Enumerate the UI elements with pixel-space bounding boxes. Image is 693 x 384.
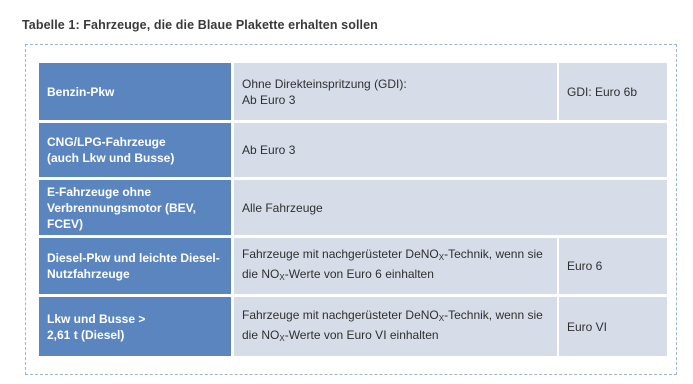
- condition-line: Fahrzeuge mit nachgerüsteter DeNO$_X$-Technik, wenn sie: [242, 247, 543, 262]
- extra-cell: [559, 297, 667, 356]
- category-line: CNG/LPG-Fahrzeuge: [47, 135, 166, 149]
- category-cell: [39, 123, 234, 180]
- category-line: Benzin-Pkw: [47, 84, 115, 99]
- condition-line: Ab Euro 3: [242, 92, 296, 107]
- category-line: Nutzfahrzeuge: [47, 267, 130, 281]
- condition-cell: [234, 123, 667, 180]
- condition-cell: [234, 297, 559, 356]
- condition-cell: [234, 180, 667, 238]
- condition-line: die $NO_X$-Werte von Euro 6 einhalten: [242, 267, 434, 282]
- extra-cell: [559, 63, 667, 123]
- category-line: Verbrennungsmotor (BEV, FCEV): [47, 200, 196, 231]
- condition-line: Ohne Direkteinspritzung (GDI):: [242, 76, 407, 91]
- plakette-table: [39, 63, 667, 356]
- extra-value: GDI: Euro 6b: [567, 84, 638, 99]
- category-line: 2,61 t (Diesel): [47, 327, 125, 342]
- condition-cell: [234, 63, 559, 123]
- category-cell: [39, 180, 234, 238]
- table-caption: Tabelle 1: Fahrzeuge, die die Blaue Plakette erhalten sollen: [22, 18, 378, 32]
- category-line: Diesel-Pkw und leichte Diesel-: [47, 251, 220, 265]
- category-cell: [39, 63, 234, 123]
- extra-value: Euro VI: [567, 319, 608, 334]
- extra-cell: [559, 238, 667, 297]
- category-cell: [39, 238, 234, 297]
- condition-cell: [234, 238, 559, 297]
- condition-line: Ab Euro 3: [242, 143, 296, 157]
- condition-line: Fahrzeuge mit nachgerüsteter DeNO$_X$-Technik, wenn sie: [242, 307, 543, 323]
- condition-line: Alle Fahrzeuge: [242, 200, 323, 215]
- category-line: Lkw und Busse >: [47, 311, 146, 326]
- category-line: (auch Lkw und Busse): [47, 151, 175, 165]
- extra-value: Euro 6: [567, 259, 603, 273]
- condition-line: die $NO_X$-Werte von Euro VI einhalten: [242, 327, 439, 343]
- category-cell: [39, 297, 234, 356]
- category-line: E-Fahrzeuge ohne: [47, 184, 152, 199]
